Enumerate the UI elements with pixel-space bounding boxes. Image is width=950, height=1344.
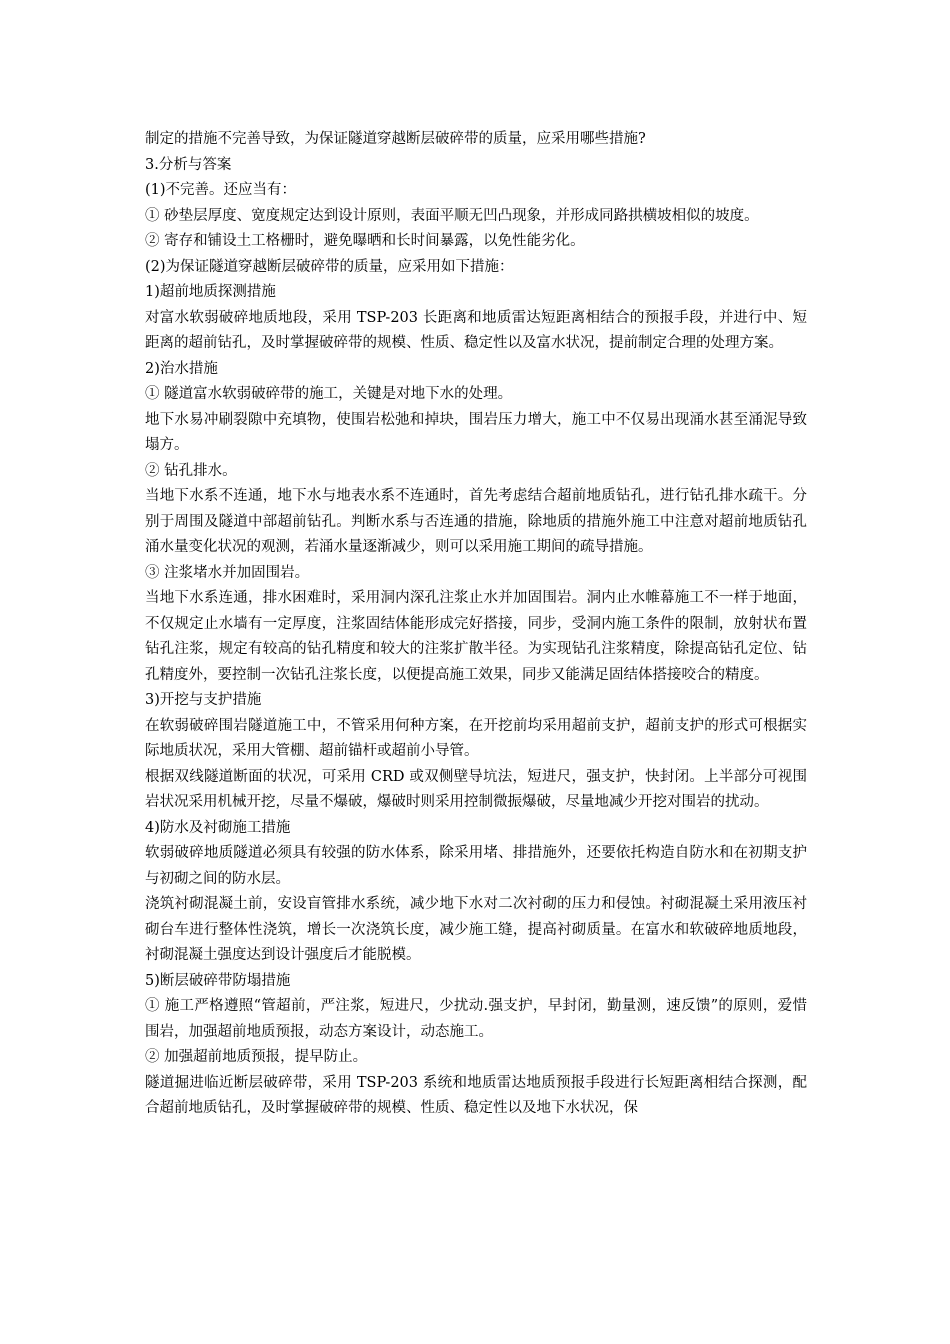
section-heading: 2)治水措施 [145, 360, 218, 377]
paragraph: 软弱破碎地质隧道必须具有较强的防水体系，除采用堵、排措施外，还要依托构造自防水和在初期支护与初砌之间的防水层。 [145, 845, 807, 887]
list-item: ① 隧道富水软弱破碎带的施工，关键是对地下水的处理。 [145, 386, 513, 402]
list-item: ② 寄存和铺设土工格栅时，避免曝晒和长时间暴露，以免性能劣化。 [145, 233, 585, 249]
section-heading: 3)开挖与支护措施 [145, 692, 262, 708]
section-heading: 1)超前地质探测措施 [145, 284, 276, 300]
list-item: ③ 注浆堵水并加固围岩。 [145, 564, 310, 581]
paragraph: 隧道掘进临近断层破碎带，采用 TSP-203 系统和地质雷达地质预报手段进行长短距离相结合探测，配合超前地质钻孔，及时掌握破碎带的规模、性质、稳定性以及地下水状况，保 [145, 1074, 807, 1116]
paragraph: 浇筑衬砌混凝土前，安设盲管排水系统，减少地下水对二次衬砌的压力和侵蚀。衬砌混凝土采用液压衬砌台车进行整体性浇筑，增长一次浇筑长度，减少施工缝，提高衬砌质量。在富水和软破碎地质地段，衬砌混凝土强度达到设计强度后才能脱模。 [145, 896, 807, 963]
paragraph: 当地下水系连通，排水困难时，采用洞内深孔注浆止水并加固围岩。洞内止水帷幕施工不一样于地面，不仅规定止水墙有一定厚度，注浆固结体能形成完好搭接，同步，受洞内施工条件的限制，放射状布置钻孔注浆，规定有较高的钻孔精度和较大的注浆扩散半径。为实现钻孔注浆精度，除提高钻孔定位、钻孔精度外，要控制一次钻孔注浆长度，以便提高施工效果，同步又能满足固结体搭接咬合的精度。 [145, 590, 807, 683]
section-heading: 5)断层破碎带防塌措施 [145, 972, 291, 989]
section-heading: 4)防水及衬砌施工措施 [145, 819, 291, 836]
paragraph: 对富水软弱破碎地质地段，采用 TSP-203 长距离和地质雷达短距离相结合的预报手段，并进行中、短距离的超前钻孔，及时掌握破碎带的规模、性质、稳定性以及富水状况，提前制定合理的处理方案。 [145, 309, 807, 351]
list-item: ② 钻孔排水。 [145, 462, 237, 479]
paragraph: 在软弱破碎围岩隧道施工中，不管采用何种方案，在开挖前均采用超前支护，超前支护的形式可根据实际地质状况，采用大管棚、超前锚杆或超前小导管。 [145, 717, 807, 759]
paragraph: (2)为保证隧道穿越断层破碎带的质量，应采用如下措施： [145, 258, 514, 275]
list-item: ② 加强超前地质预报，提早防止。 [145, 1049, 368, 1065]
paragraph: 制定的措施不完善导致，为保证隧道穿越断层破碎带的质量，应采用哪些措施? [145, 131, 646, 147]
paragraph: 根据双线隧道断面的状况，可采用 CRD 或双侧壁导坑法，短进尺，强支护，快封闭。上半部分可视围岩状况采用机械开挖，尽量不爆破，爆破时则采用控制微振爆破，尽量地减少开挖对围岩的扰动。 [145, 768, 807, 810]
paragraph: 当地下水系不连通，地下水与地表水系不连通时，首先考虑结合超前地质钻孔，进行钻孔排水疏干。分别于周围及隧道中部超前钻孔。判断水系与否连通的措施，除地质的措施外施工中注意对超前地质钻孔涌水量变化状况的观测，若涌水量逐渐减少，则可以采用施工期间的疏导措施。 [145, 488, 807, 555]
section-heading: 3.分析与答案 [145, 156, 232, 173]
paragraph: 地下水易冲刷裂隙中充填物，使围岩松弛和掉块，围岩压力增大，施工中不仅易出现涌水甚至涌泥导致塌方。 [145, 411, 807, 453]
paragraph: (1)不完善。还应当有： [145, 182, 297, 198]
list-item: ① 施工严格遵照“管超前，严注浆，短进尺，少扰动.强支护，早封闭，勤量测，速反馈”的原则，爱惜围岩，加强超前地质预报，动态方案设计，动态施工。 [145, 998, 807, 1040]
document-body [145, 127, 807, 1122]
list-item: ① 砂垫层厚度、宽度规定达到设计原则，表面平顺无凹凸现象，并形成同路拱横坡相似的坡度。 [145, 207, 759, 224]
